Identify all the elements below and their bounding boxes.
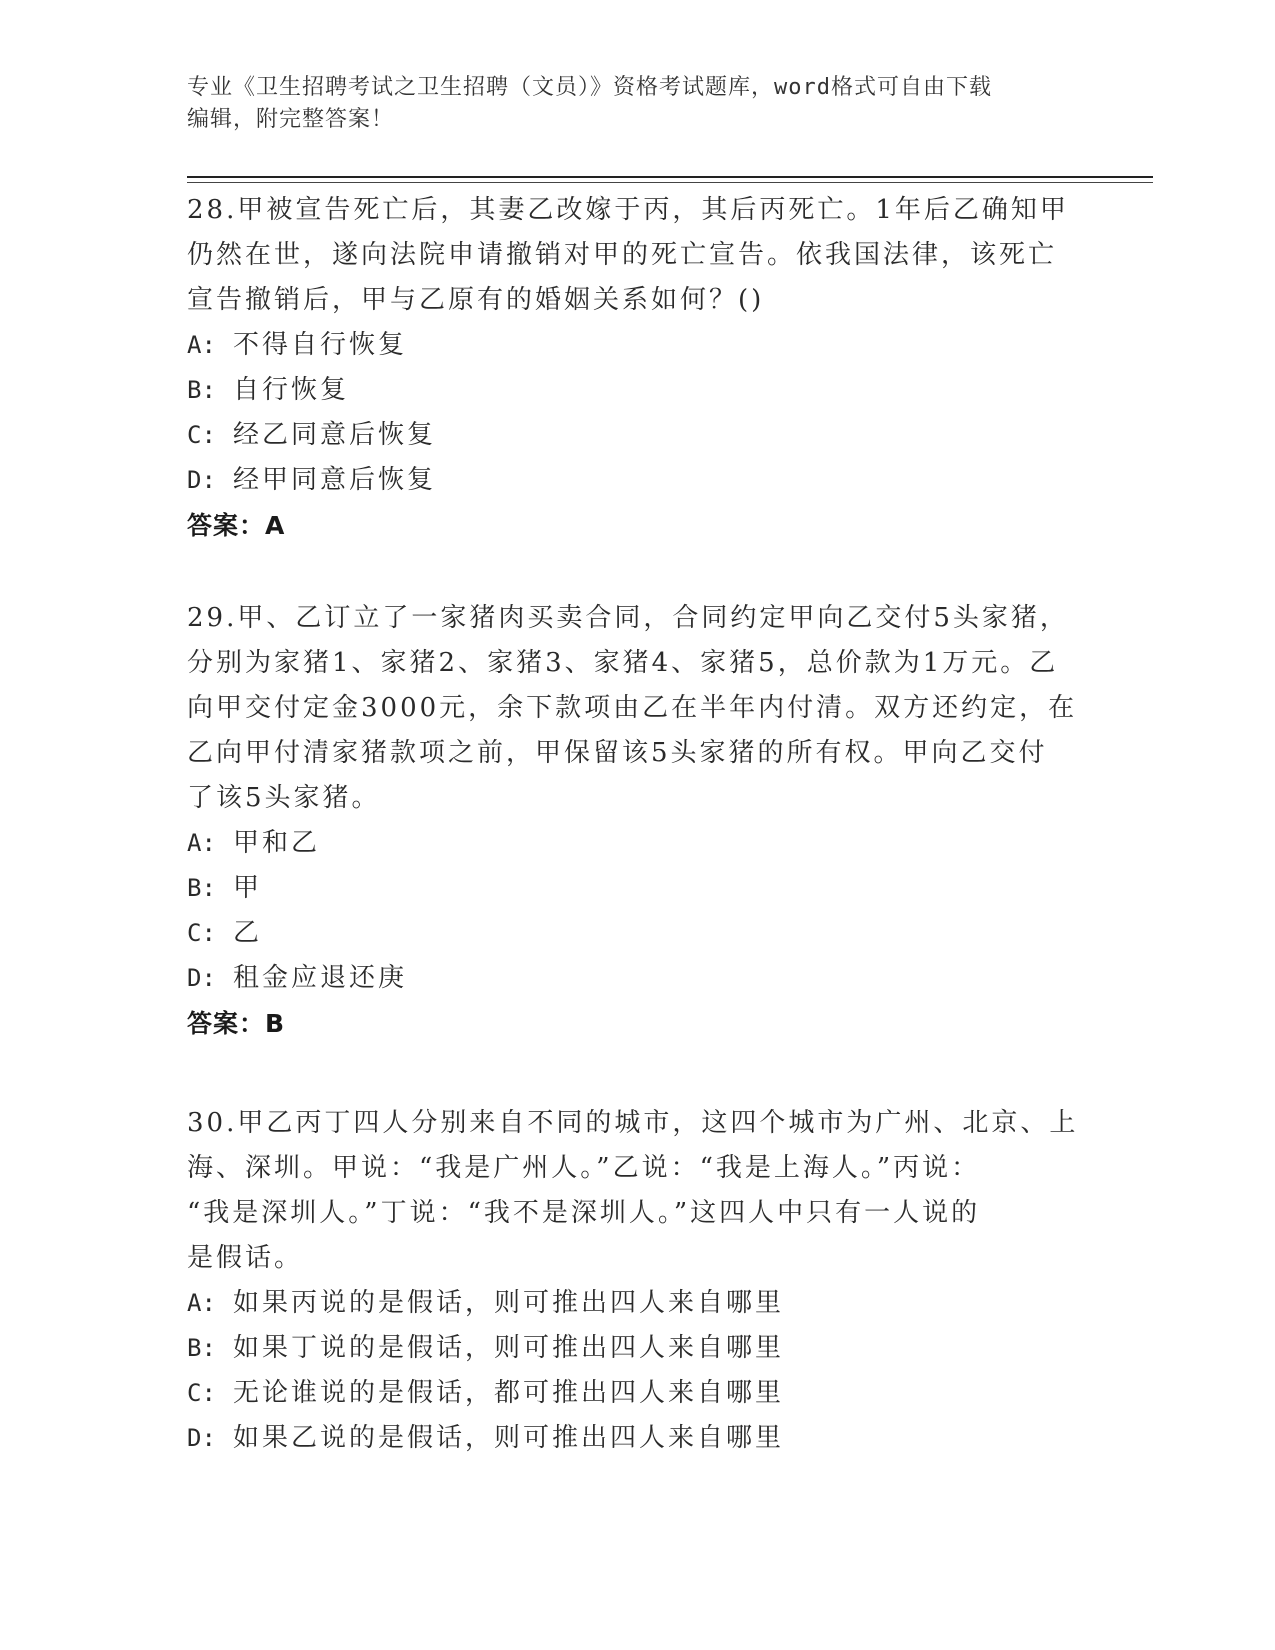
option-c: [187, 1371, 1087, 1416]
option-key: B:: [187, 874, 216, 902]
option-text: 经乙同意后恢复: [233, 420, 437, 450]
header-divider-thin: [187, 182, 1153, 183]
option-d: [187, 1416, 1087, 1461]
option-key: B:: [187, 376, 216, 404]
option-key: C:: [187, 421, 216, 449]
option-a: [187, 323, 1087, 368]
question-stem-line: 宣告撤销后，甲与乙原有的婚姻关系如何？(): [187, 285, 765, 315]
question-stem-line: 是假话。: [187, 1243, 304, 1273]
option-text: 无论谁说的是假话，都可推出四人来自哪里: [233, 1378, 785, 1408]
option-b: [187, 866, 1087, 911]
question-29: [187, 596, 1087, 1046]
question-stem-line: 仍然在世，遂向法院申请撤销对甲的死亡宣告。依我国法律，该死亡: [187, 240, 1058, 270]
question-stem-line: 了该5头家猪。: [187, 783, 381, 813]
option-key: C:: [187, 919, 216, 947]
option-text: 自行恢复: [233, 375, 350, 405]
option-key: C:: [187, 1379, 216, 1407]
option-text: 甲: [233, 873, 263, 903]
question-28: [187, 188, 1087, 548]
option-c: [187, 413, 1087, 458]
option-key: D:: [187, 1424, 216, 1452]
question-stem-line: 海、深圳。甲说：“我是广州人。”乙说：“我是上海人。”丙说：: [187, 1153, 981, 1183]
option-text: 如果丙说的是假话，则可推出四人来自哪里: [233, 1288, 785, 1318]
question-stem-line: 29.甲、乙订立了一家猪肉买卖合同，合同约定甲向乙交付5头家猪，: [187, 603, 1069, 633]
option-key: B:: [187, 1334, 216, 1362]
question-stem-line: 分别为家猪1、家猪2、家猪3、家猪4、家猪5，总价款为1万元。乙: [187, 648, 1059, 678]
option-text: 如果丁说的是假话，则可推出四人来自哪里: [233, 1333, 785, 1363]
question-30: [187, 1101, 1087, 1461]
option-d: [187, 956, 1087, 1001]
option-a: [187, 821, 1087, 866]
answer-label: 答案：A: [187, 511, 286, 540]
question-stem-line: 30.甲乙丙丁四人分别来自不同的城市，这四个城市为广州、北京、上: [187, 1108, 1079, 1138]
option-text: 如果乙说的是假话，则可推出四人来自哪里: [233, 1423, 785, 1453]
option-text: 不得自行恢复: [233, 330, 408, 360]
option-key: A:: [187, 829, 216, 857]
header-divider-thick: [187, 176, 1153, 178]
option-text: 租金应退还庚: [233, 963, 408, 993]
option-c: [187, 911, 1087, 956]
option-text: 乙: [233, 918, 263, 948]
header-line-1: 专业《卫生招聘考试之卫生招聘（文员）》资格考试题库，word格式可自由下载: [187, 75, 992, 100]
option-key: D:: [187, 964, 216, 992]
question-stem-line: 28.甲被宣告死亡后，其妻乙改嫁于丙，其后丙死亡。1年后乙确知甲: [187, 195, 1069, 225]
option-b: [187, 368, 1087, 413]
option-text: 甲和乙: [233, 828, 321, 858]
question-stem-line: “我是深圳人。”丁说：“我不是深圳人。”这四人中只有一人说的: [187, 1198, 981, 1228]
answer-label: 答案：B: [187, 1009, 286, 1038]
document-header: [187, 72, 1067, 136]
question-stem-line: 向甲交付定金3000元，余下款项由乙在半年内付清。双方还约定，在: [187, 693, 1078, 723]
option-d: [187, 458, 1087, 503]
question-stem-line: 乙向甲付清家猪款项之前，甲保留该5头家猪的所有权。甲向乙交付: [187, 738, 1048, 768]
option-b: [187, 1326, 1087, 1371]
option-key: A:: [187, 331, 216, 359]
option-a: [187, 1281, 1087, 1326]
header-line-2: 编辑，附完整答案！: [187, 107, 395, 132]
option-text: 经甲同意后恢复: [233, 465, 437, 495]
option-key: A:: [187, 1289, 216, 1317]
option-key: D:: [187, 466, 216, 494]
